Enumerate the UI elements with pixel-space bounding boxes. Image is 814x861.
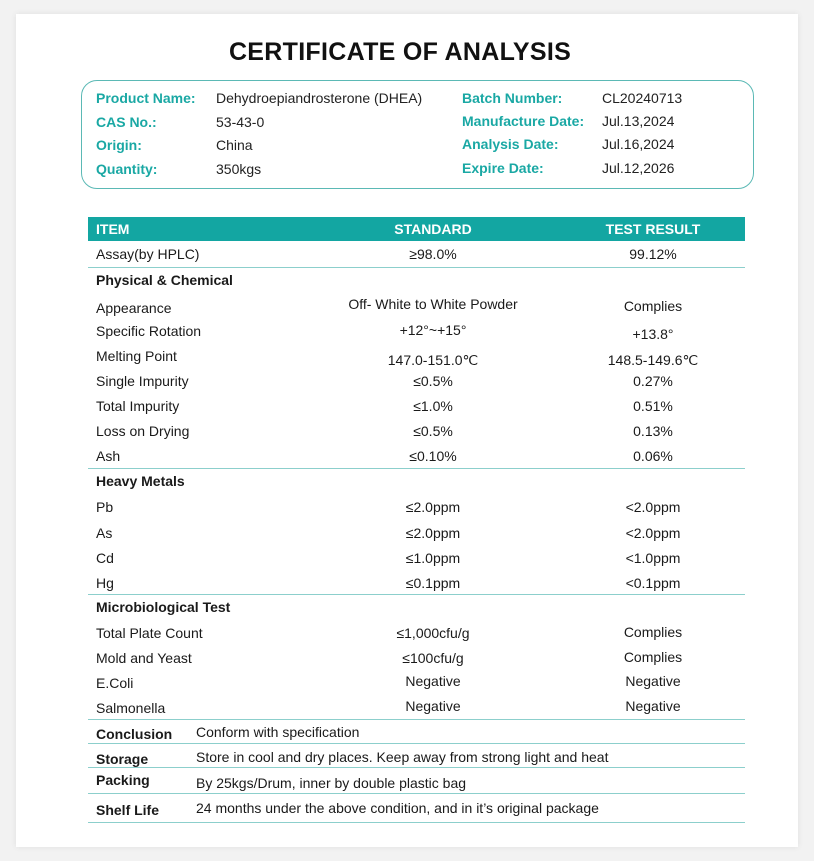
row-standard: ≤0.5%: [413, 423, 453, 439]
storage-label: Storage: [96, 751, 149, 767]
row-item: Total Impurity: [96, 398, 180, 414]
row-item: E.Coli: [96, 675, 134, 691]
row-result: Negative: [625, 698, 681, 714]
row-standard: ≤1.0%: [413, 398, 453, 414]
divider: [88, 793, 745, 794]
divider: [88, 743, 745, 744]
row-result: Complies: [623, 298, 683, 314]
quantity-label: Quantity:: [96, 161, 158, 177]
row-standard: ≤2.0ppm: [405, 525, 461, 541]
header-standard: STANDARD: [394, 221, 472, 237]
origin-value: China: [216, 137, 253, 153]
row-item: Melting Point: [96, 348, 177, 364]
row-standard: ≥98.0%: [409, 246, 457, 262]
row-item: Salmonella: [96, 700, 166, 716]
cas-value: 53-43-0: [216, 114, 265, 130]
divider: [88, 468, 745, 469]
manufacture-date-value: Jul.13,2024: [602, 113, 675, 129]
product-name-value: Dehydroepiandrosterone (DHEA): [216, 90, 423, 106]
row-standard: +12°~+15°: [399, 322, 467, 338]
divider: [88, 822, 745, 823]
shelf-life-value: 24 months under the above condition, and in it’s original package: [196, 800, 599, 816]
row-standard: ≤0.5%: [413, 373, 453, 389]
row-standard: ≤0.10%: [409, 448, 457, 464]
row-standard: ≤100cfu/g: [402, 650, 464, 666]
header-item: ITEM: [96, 221, 130, 237]
divider: [88, 594, 745, 595]
batch-value: CL20240713: [602, 90, 683, 106]
row-item: Total Plate Count: [96, 625, 203, 641]
row-item: Single Impurity: [96, 373, 189, 389]
row-item: Specific Rotation: [96, 323, 202, 339]
section-title: Heavy Metals: [96, 473, 185, 489]
row-result: 0.06%: [633, 448, 673, 464]
row-item: Loss on Drying: [96, 423, 190, 439]
batch-label: Batch Number:: [462, 90, 563, 106]
row-result: 148.5-149.6℃: [607, 352, 699, 368]
row-result: Negative: [625, 673, 681, 689]
row-standard: ≤2.0ppm: [405, 499, 461, 515]
manufacture-date-label: Manufacture Date:: [462, 113, 585, 129]
certificate-page: [16, 14, 798, 847]
row-item: Mold and Yeast: [96, 650, 192, 666]
row-item: As: [96, 525, 113, 541]
row-result: 0.51%: [633, 398, 673, 414]
row-item: Appearance: [96, 300, 172, 316]
row-result: Complies: [623, 624, 683, 640]
row-result: Complies: [623, 649, 683, 665]
row-item: Cd: [96, 550, 114, 566]
row-item: Hg: [96, 575, 114, 591]
row-standard: 147.0-151.0℃: [387, 352, 479, 368]
row-standard: ≤1.0ppm: [405, 550, 461, 566]
divider: [88, 719, 745, 720]
row-item: Pb: [96, 499, 114, 515]
analysis-date-value: Jul.16,2024: [602, 136, 675, 152]
row-result: +13.8°: [632, 326, 674, 342]
row-result: <1.0ppm: [625, 550, 681, 566]
row-standard: ≤0.1ppm: [405, 575, 461, 591]
quantity-value: 350kgs: [216, 161, 262, 177]
table-header: [88, 217, 745, 241]
divider: [88, 767, 745, 768]
section-title: Microbiological Test: [96, 599, 231, 615]
header-test-result: TEST RESULT: [605, 221, 701, 237]
divider: [88, 267, 745, 268]
row-result: 0.13%: [633, 423, 673, 439]
document-title: CERTIFICATE OF ANALYSIS: [228, 38, 572, 66]
row-standard: Off- White to White Powder: [348, 296, 518, 312]
row-standard: Negative: [405, 673, 461, 689]
row-item: Assay(by HPLC): [96, 246, 200, 262]
packing-label: Packing: [96, 772, 150, 788]
row-result: <2.0ppm: [625, 525, 681, 541]
origin-label: Origin:: [96, 137, 142, 153]
product-name-label: Product Name:: [96, 90, 196, 106]
row-standard: Negative: [405, 698, 461, 714]
row-result: 99.12%: [629, 246, 677, 262]
conclusion-value: Conform with specification: [196, 724, 360, 740]
shelf-life-label: Shelf Life: [96, 802, 160, 818]
cas-label: CAS No.:: [96, 114, 157, 130]
expire-date-label: Expire Date:: [462, 160, 544, 176]
row-result: 0.27%: [633, 373, 673, 389]
row-result: <0.1ppm: [625, 575, 681, 591]
row-item: Ash: [96, 448, 121, 464]
packing-value: By 25kgs/Drum, inner by double plastic bag: [196, 775, 467, 791]
storage-value: Store in cool and dry places. Keep away from strong light and heat: [196, 749, 609, 765]
analysis-date-label: Analysis Date:: [462, 136, 559, 152]
product-info-box: [81, 80, 754, 189]
row-result: <2.0ppm: [625, 499, 681, 515]
row-standard: ≤1,000cfu/g: [396, 625, 470, 641]
section-title: Physical & Chemical: [96, 272, 233, 288]
expire-date-value: Jul.12,2026: [602, 160, 675, 176]
conclusion-label: Conclusion: [96, 726, 173, 742]
